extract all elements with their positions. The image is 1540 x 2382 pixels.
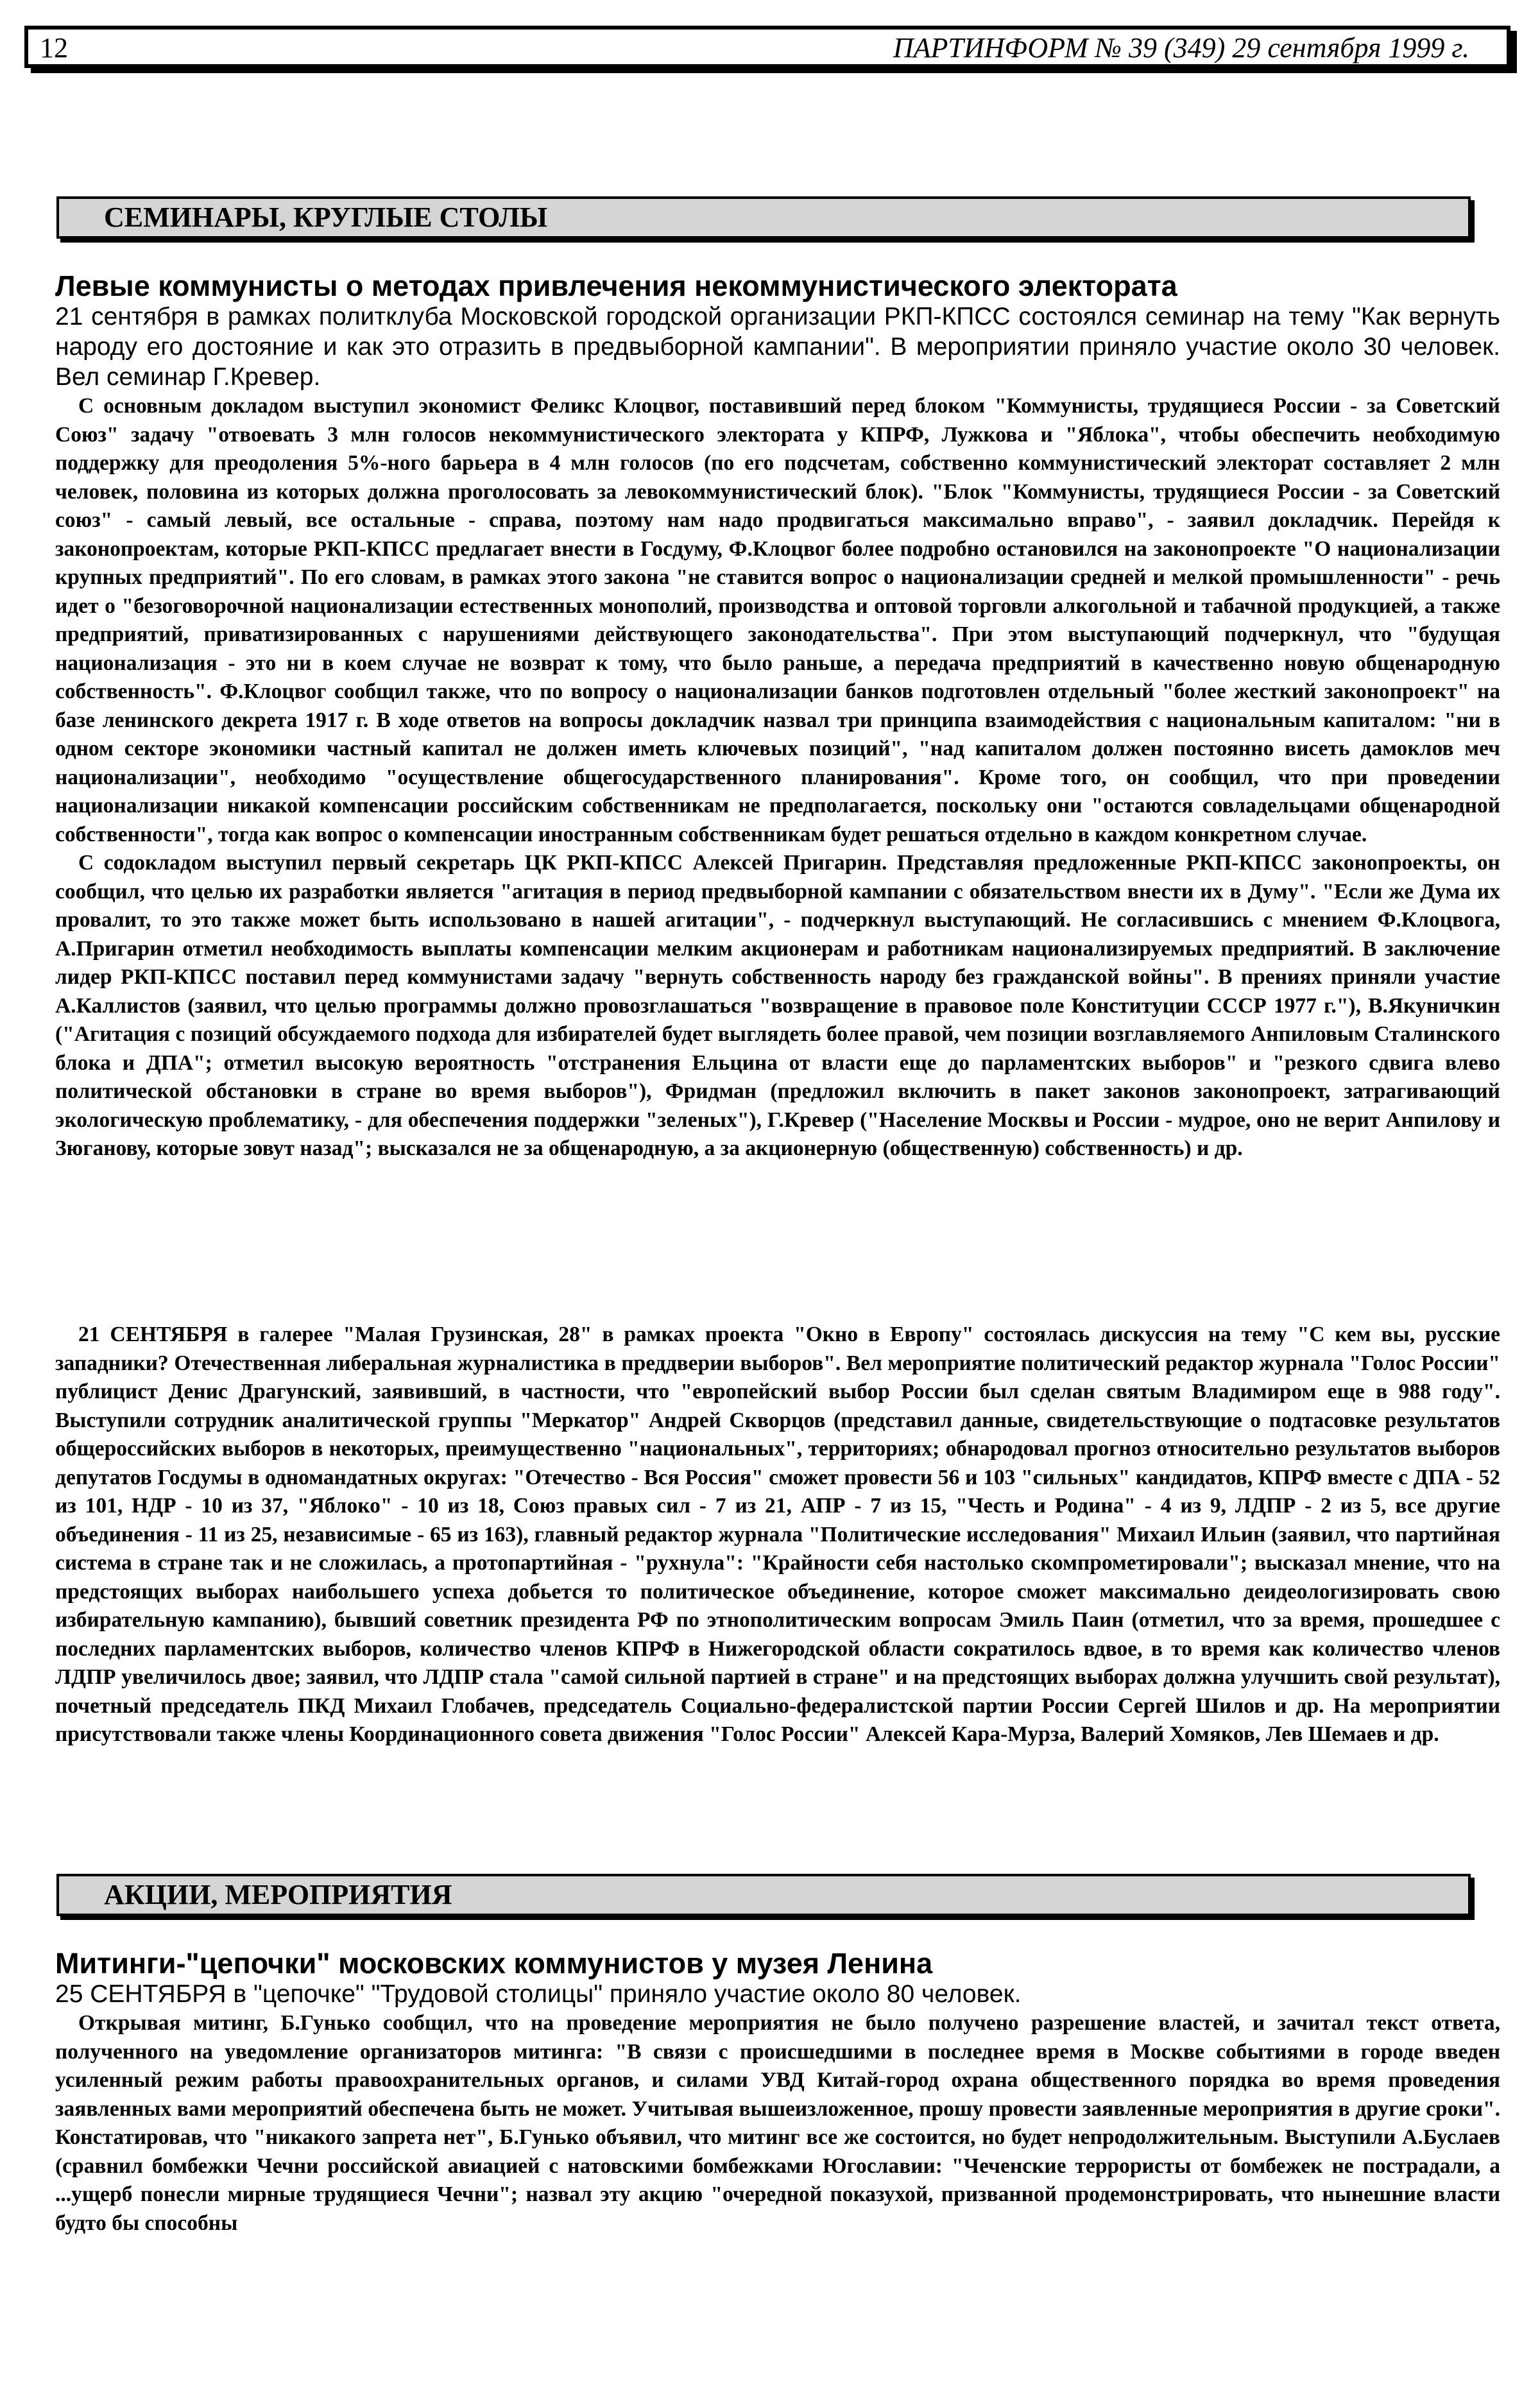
section-title-seminars: СЕМИНАРЫ, КРУГЛЫЕ СТОЛЫ	[56, 196, 1471, 239]
article-rally	[55, 1948, 1500, 2238]
article-paragraph: С содокладом выступил первый секретарь ЦК РКП-КПСС Алексей Пригарин. Представляя предложенные РКП-КПСС законопроекты, он сообщил, что целью их разработки является "агитация в период предвыборной кампании с обязательством внести их в Думу". "Если же Дума их провалит, то это также может быть использовано в нашей агитации", - подчеркнул выступающий. Не согласившись с мнением Ф.Клоцвога, А.Пригарин отметил необходимость выплаты компенсации мелким акционерам и работникам национализируемых предприятий. В заключение лидер РКП-КПСС поставил перед коммунистами задачу "вернуть собственность народу без гражданской войны". В прениях приняли участие А.Каллистов (заявил, что целью программы должно провозглашаться "возвращение в правовое поле Конституции СССР 1977 г."), В.Якуничкин ("Агитация с позиций обсуждаемого подхода для избирателей будет выглядеть более правой, чем позиции возглавляемого Анпиловым Сталинского блока и ДПА"; отметил высокую вероятность "отстранения Ельцина от власти еще до парламентских выборов" и "резкого сдвига влево политической обстановки в стране во время выборов"), Фридман (предложил включить в пакет законов законопроект, затрагивающий экологическую проблематику, - для обеспечения поддержки "зеленых"), Г.Кревер ("Население Москвы и России - мудрое, оно не верит Анпилову и Зюганову, которые зовут назад"; высказался не за общенародную, а за акционерную (общественную) собственность) и др.	[55, 851, 1500, 1160]
article-lead: 21 сентября в рамках политклуба Московской городской организации РКП-КПСС состоялся семинар на тему "Как вернуть народу его достояние и как это отразить в предвыборной кампании". В мероприятии приняло участие около 30 человек. Вел семинар Г.Кревер.	[55, 303, 1500, 391]
page-header	[24, 26, 1510, 68]
news-item-discussion	[55, 1321, 1500, 1749]
article-lead: 25 СЕНТЯБРЯ в "цепочке" "Трудовой столицы" приняло участие около 80 человек.	[55, 1980, 1022, 2008]
article-paragraph: С основным докладом выступил экономист Феликс Клоцвог, поставивший перед блоком "Коммунисты, трудящиеся России - за Советский Союз" задачу "отвоевать 3 млн голосов некоммунистического электората у КПРФ, Лужкова и "Яблока", чтобы обеспечить необходимую поддержку для преодоления 5%-ного барьера в 4 млн голосов (по его подсчетам, собственно коммунистический электорат составляет 2 млн человек, половина из которых должна проголосовать за левокоммунистический блок). "Блок "Коммунисты, трудящиеся России - за Советский союз" - самый левый, все остальные - справа, поэтому нам надо продвигаться максимально вправо", - заявил докладчик. Перейдя к законопроектам, которые РКП-КПСС предлагает внести в Госдуму, Ф.Клоцвог более подробно остановился на законопроекте "О национализации крупных предприятий". По его словам, в рамках этого закона "не ставится вопрос о национализации средней и мелкой промышленности" - речь идет о "безоговорочной национализации естественных монополий, производства и оптовой торговли алкогольной и табачной продукцией, а также предприятий, приватизированных с нарушениями действующего законодательства". При этом выступающий подчеркнул, что "будущая национализация - это ни в коем случае не возврат к тому, что было раньше, а передача предприятий в качественно новую общенародную собственность". Ф.Клоцвог сообщил также, что по вопросу о национализации банков подготовлен отдельный "более жесткий законопроект" на базе ленинского декрета 1917 г. В ходе ответов на вопросы докладчик назвал три принципа взаимодействия с национальным капиталом: "ни в одном секторе экономики частный капитал не должен иметь ключевых позиций", "над капиталом должен постоянно висеть дамоклов меч национализации", необходимо "осуществление общегосударственного планирования". Кроме того, он сообщил, что при проведении национализации никакой компенсации российским собственникам не предполагается, поскольку они "остаются совладельцами общенародной собственности", тогда как вопрос о компенсации иностранным собственникам будет решаться отдельно в каждом конкретном случае.	[55, 394, 1500, 846]
news-paragraph: 21 СЕНТЯБРЯ в галерее "Малая Грузинская, 28" в рамках проекта "Окно в Европу" состоялась дискуссия на тему "С кем вы, русские западники? Отечественная либеральная журналистика в преддверии выборов". Вел мероприятие политический редактор журнала "Голос России" публицист Денис Драгунский, заявивший, в частности, что "европейский выбор России был сделан святым Владимиром еще в 988 году". Выступили сотрудник аналитической группы "Меркатор" Андрей Скворцов (представил данные, свидетельствующие о подтасовке результатов общероссийских выборов в некоторых, преимущественно "национальных", территориях; обнародовал прогноз относительно результатов выборов депутатов Госдумы в одномандатных округах: "Отечество - Вся Россия" сможет провести 56 и 103 "сильных" кандидатов, КПРФ вместе с ДПА - 52 из 101, НДР - 10 из 37, "Яблоко" - 10 из 18, Союз правых сил - 7 из 21, АПР - 7 из 15, "Честь и Родина" - 4 из 9, ЛДПР - 2 из 5, все другие объединения - 11 из 25, независимые - 65 из 163), главный редактор журнала "Политические исследования" Михаил Ильин (заявил, что партийная система в стране так и не сложилась, а протопартийная - "рухнула": "Крайности себя настолько скомпрометировали"; высказал мнение, что на предстоящих выборах наибольшего успеха добьется то политическое объединение, которое сможет максимально деидеологизировать свою избирательную кампанию), бывший советник президента РФ по этнополитическим вопросам Эмиль Паин (отметил, что за время, прошедшее с последних парламентских выборов, количество членов КПРФ в Нижегородской области сократилось вдвое, в то время как количество членов ЛДПР увеличилось двое; заявил, что ЛДПР стала "самой сильной партией в стране" и на предстоящих выборах должна улучшить свой результат), почетный председатель ПКД Михаил Глобачев, председатель Социально-федералистской партии России Сергей Шилов и др. На мероприятии присутствовали также члены Координационного совета движения "Голос России" Алексей Кара-Мурза, Валерий Хомяков, Лев Шемаев и др.	[55, 1323, 1500, 1746]
section-title-actions: АКЦИИ, МЕРОПРИЯТИЯ	[56, 1874, 1471, 1916]
article-seminar	[55, 271, 1500, 1163]
article-paragraph: Открывая митинг, Б.Гунько сообщил, что на проведение мероприятия не было получено разрешение властей, и зачитал текст ответа, полученного на уведомление организаторов митинга: "В связи с происшедшими в последнее время в Москве событиями в городе введен усиленный режим работы правоохранительных органов, и силами УВД Китай-город охрана общественного порядка во время проведения заявленных вами мероприятий обеспечена быть не может. Учитывая вышеизложенное, прошу провести заявленные мероприятия в другие сроки". Констатировав, что "никакого запрета нет", Б.Гунько объявил, что митинг все же состоится, но будет непродолжительным. Выступили А.Буслаев (сравнил бомбежки Чечни российской авиацией с натовскими бомбежками Югославии: "Чеченские террористы от бомбежек не пострадали, а ...ущерб понесли мирные трудящиеся Чечни"; назвал эту акцию "очередной показухой, призванной продемонстрировать, что нынешние власти будто бы способны	[55, 2011, 1500, 2235]
issue-line: ПАРТИНФОРМ № 39 (349) 29 сентября 1999 г.	[893, 32, 1469, 64]
article-headline: Левые коммунисты о методах привлечения некоммунистического электората	[55, 270, 1177, 302]
page-number: 12	[40, 32, 68, 64]
article-headline: Митинги-"цепочки" московских коммунистов у музея Ленина	[55, 1947, 933, 1980]
